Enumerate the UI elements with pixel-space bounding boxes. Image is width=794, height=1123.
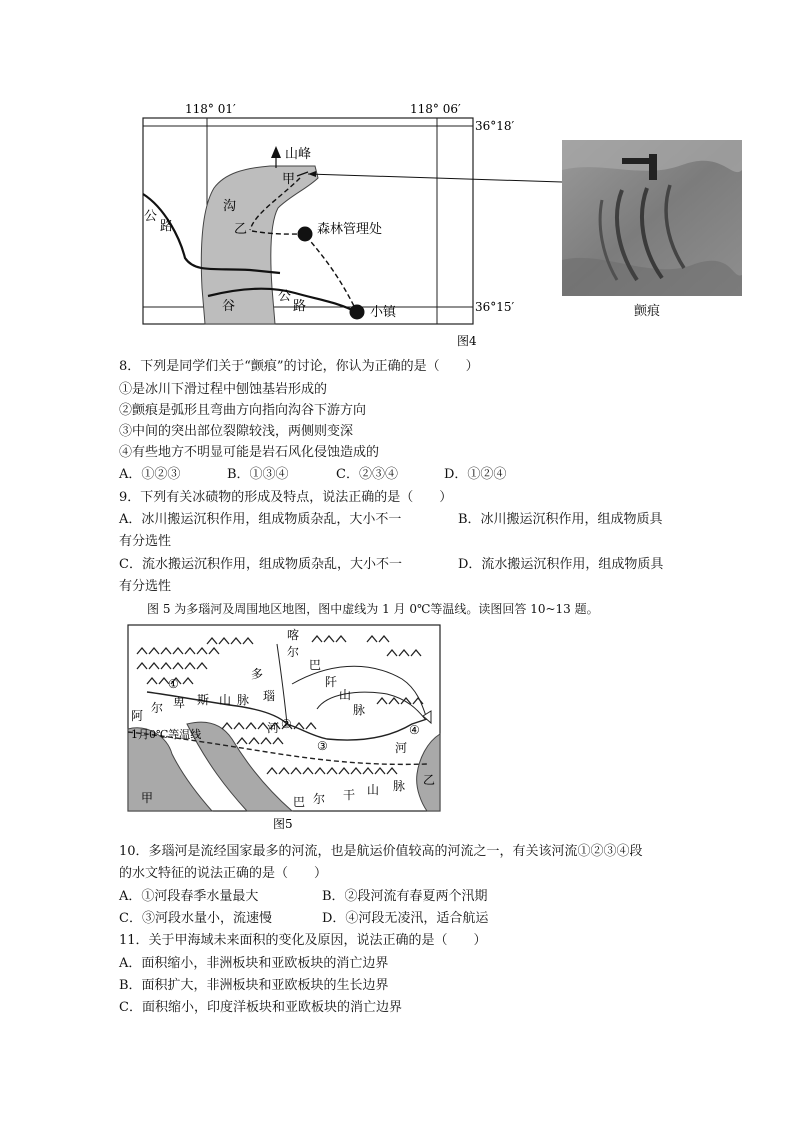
figure-4-map bbox=[130, 98, 515, 353]
segment-3-label: ③ bbox=[317, 739, 328, 753]
figure-4-caption: 图4 bbox=[457, 334, 477, 348]
road2-label-b: 路 bbox=[293, 299, 307, 314]
q8-option-d[interactable]: D．①②④ bbox=[444, 467, 507, 482]
q10-stem-2: 的水文特征的说法正确的是（ ） bbox=[119, 866, 328, 881]
q9-option-b-cont: 有分选性 bbox=[119, 534, 172, 549]
forest-office-marker bbox=[298, 227, 313, 242]
q10-option-d[interactable]: D．④河段无凌汛，适合航运 bbox=[322, 911, 489, 926]
q9-option-c[interactable]: C．流水搬运沉积作用，组成物质杂乱，大小不一 bbox=[119, 557, 402, 572]
label-ba2: 巴 bbox=[293, 795, 306, 809]
lon-left-label: 118° 01′ bbox=[185, 102, 236, 116]
q9-option-d-cont: 有分选性 bbox=[119, 579, 172, 594]
q9-option-b[interactable]: B．冰川搬运沉积作用，组成物质具 bbox=[458, 512, 663, 527]
road1-label-b: 路 bbox=[160, 219, 174, 234]
q11-option-b[interactable]: B．面积扩大，非洲板块和亚欧板块的生长边界 bbox=[119, 978, 389, 993]
label-yi: 乙 bbox=[423, 773, 436, 787]
figure-5 bbox=[127, 624, 443, 834]
lat-top-label: 36°18′ bbox=[475, 119, 515, 133]
q8-item-3: ③中间的突出部位裂隙较浅，两侧则变深 bbox=[119, 424, 354, 439]
label-duo: 多 bbox=[251, 667, 264, 681]
label-jia: 甲 bbox=[141, 791, 154, 805]
label-gan: 干 bbox=[343, 788, 356, 802]
q8-item-1: ①是冰川下滑过程中刨蚀基岩形成的 bbox=[119, 382, 328, 397]
q9-stem: 9．下列有关冰碛物的形成及特点，说法正确的是（ ） bbox=[119, 490, 453, 505]
photo-caption: 颤痕 bbox=[634, 304, 661, 319]
figure-5-intro: 图 5 为多瑙河及周围地区地图，图中虚线为 1 月 0℃等温线。读图回答 10~13 题。 bbox=[147, 602, 599, 616]
town-marker bbox=[350, 305, 365, 320]
label-ba: 巴 bbox=[309, 658, 322, 672]
q8-option-c[interactable]: C．②③④ bbox=[336, 467, 398, 482]
label-a: 阿 bbox=[131, 709, 144, 723]
q8-item-2: ②颤痕是弧形且弯曲方向指向沟谷下游方向 bbox=[119, 403, 367, 418]
q10-option-c[interactable]: C．③河段水量小，流速慢 bbox=[119, 911, 272, 926]
label-he1: 河 bbox=[267, 721, 280, 735]
jia-label: 甲 bbox=[282, 172, 296, 187]
figure-5-map bbox=[127, 624, 443, 834]
q9-option-d[interactable]: D．流水搬运沉积作用，组成物质具 bbox=[458, 557, 664, 572]
label-shan2: 山 bbox=[219, 693, 232, 707]
label-er: 尔 bbox=[287, 645, 300, 659]
lat-bottom-label: 36°15′ bbox=[475, 300, 515, 314]
road1-label-a: 公 bbox=[144, 209, 158, 224]
segment-1-label: ① bbox=[168, 677, 179, 691]
town-label: 小镇 bbox=[370, 305, 397, 320]
label-mai2: 脉 bbox=[237, 693, 250, 707]
label-shan3: 山 bbox=[367, 783, 380, 797]
label-mai3: 脉 bbox=[393, 779, 406, 793]
lon-right-label: 118° 06′ bbox=[410, 102, 461, 116]
label-bei: 卑 bbox=[173, 696, 186, 710]
segment-4-label: ④ bbox=[409, 723, 420, 737]
q8-item-4: ④有些地方不明显可能是岩石风化侵蚀造成的 bbox=[119, 445, 380, 460]
q8-stem: 8．下列是同学们关于“颤痕”的讨论，你认为正确的是（ ） bbox=[119, 359, 479, 374]
gu-label: 谷 bbox=[222, 299, 236, 314]
label-er2: 尔 bbox=[151, 701, 164, 715]
q11-stem: 11．关于甲海域未来面积的变化及原因，说法正确的是（ ） bbox=[119, 933, 487, 948]
road2-label-a: 公 bbox=[278, 289, 292, 304]
q11-option-c[interactable]: C．面积缩小，印度洋板块和亚欧板块的消亡边界 bbox=[119, 1000, 402, 1015]
segment-2-label: ② bbox=[281, 717, 292, 731]
yi-label: 乙 bbox=[234, 222, 248, 237]
pointer-line bbox=[308, 174, 562, 182]
figure-5-caption: 图5 bbox=[273, 817, 293, 831]
label-shan: 山 bbox=[339, 688, 352, 702]
hammer-icon bbox=[622, 158, 652, 164]
q8-option-a[interactable]: A．①②③ bbox=[119, 467, 181, 482]
label-er3: 尔 bbox=[313, 792, 326, 806]
q10-option-b[interactable]: B．②段河流有春夏两个汛期 bbox=[322, 889, 488, 904]
peak-label: 山峰 bbox=[285, 147, 312, 162]
figure-4 bbox=[130, 98, 515, 353]
q11-option-a[interactable]: A．面积缩小，非洲板块和亚欧板块的消亡边界 bbox=[119, 956, 389, 971]
label-ka: 喀 bbox=[287, 628, 300, 642]
label-qian: 阡 bbox=[325, 675, 338, 689]
gou-label: 沟 bbox=[223, 199, 237, 214]
q9-option-a[interactable]: A．冰川搬运沉积作用，组成物质杂乱，大小不一 bbox=[119, 512, 402, 527]
label-nao: 瑙 bbox=[263, 689, 276, 703]
label-he2: 河 bbox=[395, 741, 408, 755]
q10-stem-1: 10．多瑙河是流经国家最多的河流，也是航运价值较高的河流之一，有关该河流①②③④段 bbox=[119, 844, 643, 859]
label-mai: 脉 bbox=[353, 703, 366, 717]
q10-option-a[interactable]: A．①河段春季水量最大 bbox=[119, 889, 259, 904]
forest-office-label: 森林管理处 bbox=[317, 222, 383, 237]
label-si: 斯 bbox=[197, 693, 210, 707]
chatter-marks-photo bbox=[562, 140, 742, 296]
isotherm-label: 1月0℃等温线 bbox=[131, 728, 202, 741]
q8-option-b[interactable]: B．①③④ bbox=[227, 467, 289, 482]
